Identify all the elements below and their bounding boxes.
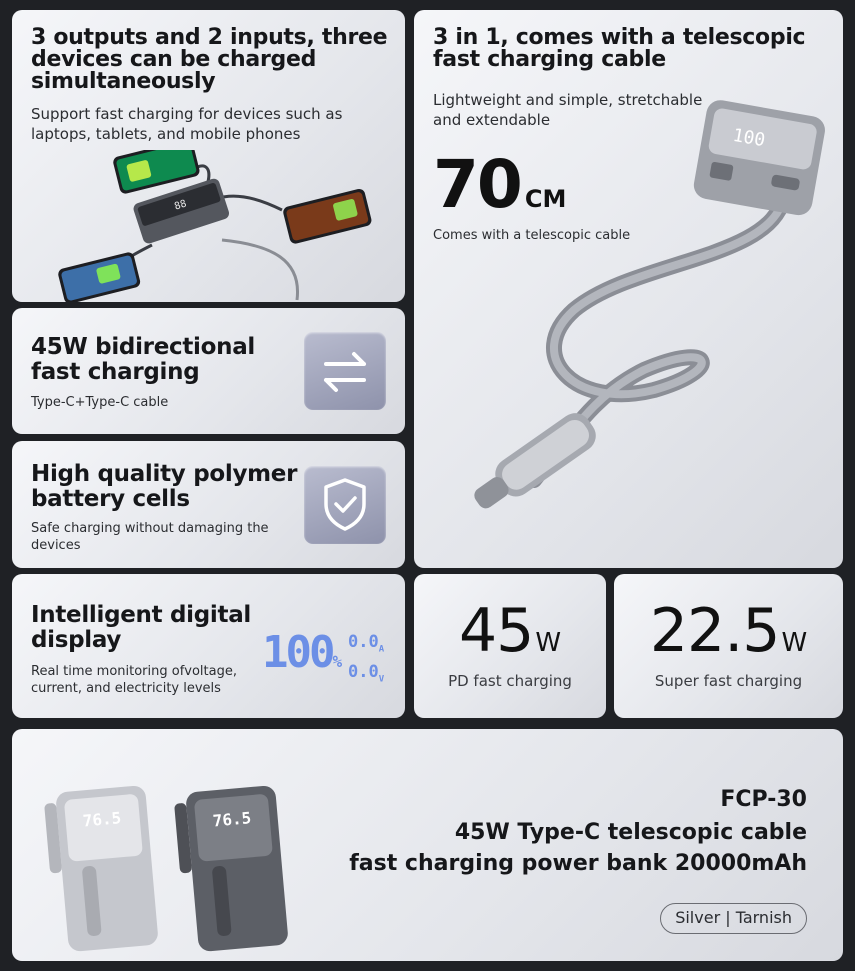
cable-title: 3 in 1, comes with a telescopic fast charging cable [433, 25, 806, 72]
panel-cable [414, 10, 843, 568]
power-bank-pair-illustration [42, 779, 302, 954]
pd-stat [414, 598, 606, 676]
panel-outputs [12, 10, 405, 302]
pd-value: 45 [458, 596, 534, 666]
swap-arrows-icon [304, 332, 386, 410]
display-amp-value: 0.0 [348, 632, 379, 652]
pd-unit: W [535, 628, 562, 658]
cable-length [433, 146, 567, 234]
panel-super [614, 574, 843, 718]
display-percent-sign: % [332, 652, 343, 671]
product-description-line1: 45W Type-C telescopic cable [454, 820, 807, 845]
shield-check-icon [304, 466, 386, 544]
cable-subtitle: Lightweight and simple, stretchable and extendable [433, 91, 703, 129]
super-unit: W [781, 628, 808, 658]
digital-display-readout [262, 627, 385, 685]
charging-devices-illustration [12, 150, 405, 302]
product-description-line2: fast charging power bank 20000mAh [349, 851, 807, 876]
bidirectional-caption: Type-C+Type-C cable [31, 395, 169, 410]
battery-title: High quality polymer battery cells [31, 461, 298, 512]
outputs-title: 3 outputs and 2 inputs, three devices can be charged simultaneously [31, 25, 388, 94]
bidirectional-title: 45W bidirectional fast charging [31, 334, 256, 385]
panel-pd [414, 574, 606, 718]
display-title: Intelligent digital display [31, 602, 252, 653]
svg-text:88: 88 [173, 198, 188, 213]
pd-label: PD fast charging [448, 672, 572, 690]
super-value: 22.5 [649, 596, 780, 666]
display-caption: Real time monitoring ofvoltage, current, and electricity levels [31, 664, 237, 696]
panel-display [12, 574, 405, 718]
display-percent-value: 100 [262, 627, 333, 678]
cable-length-unit: CM [524, 185, 567, 213]
svg-text:76.5: 76.5 [81, 808, 122, 831]
panel-battery [12, 441, 405, 568]
display-amp-unit: A [378, 644, 385, 655]
color-options-badge: Silver | Tarnish [660, 903, 807, 934]
svg-text:100: 100 [731, 124, 767, 152]
panel-bidirectional [12, 308, 405, 434]
product-model: FCP-30 [720, 787, 807, 812]
super-stat [614, 598, 843, 676]
panel-product [12, 729, 843, 961]
super-label: Super fast charging [654, 672, 803, 690]
cable-length-value: 70 [433, 146, 521, 223]
display-volt-value: 0.0 [348, 662, 379, 683]
battery-caption: Safe charging without damaging the devices [31, 521, 269, 553]
cable-caption: Comes with a telescopic cable [433, 228, 631, 243]
display-volt-unit: V [378, 674, 385, 685]
svg-text:76.5: 76.5 [211, 808, 252, 831]
outputs-subtitle: Support fast charging for devices such as laptops, tablets, and mobile phones [31, 105, 343, 143]
